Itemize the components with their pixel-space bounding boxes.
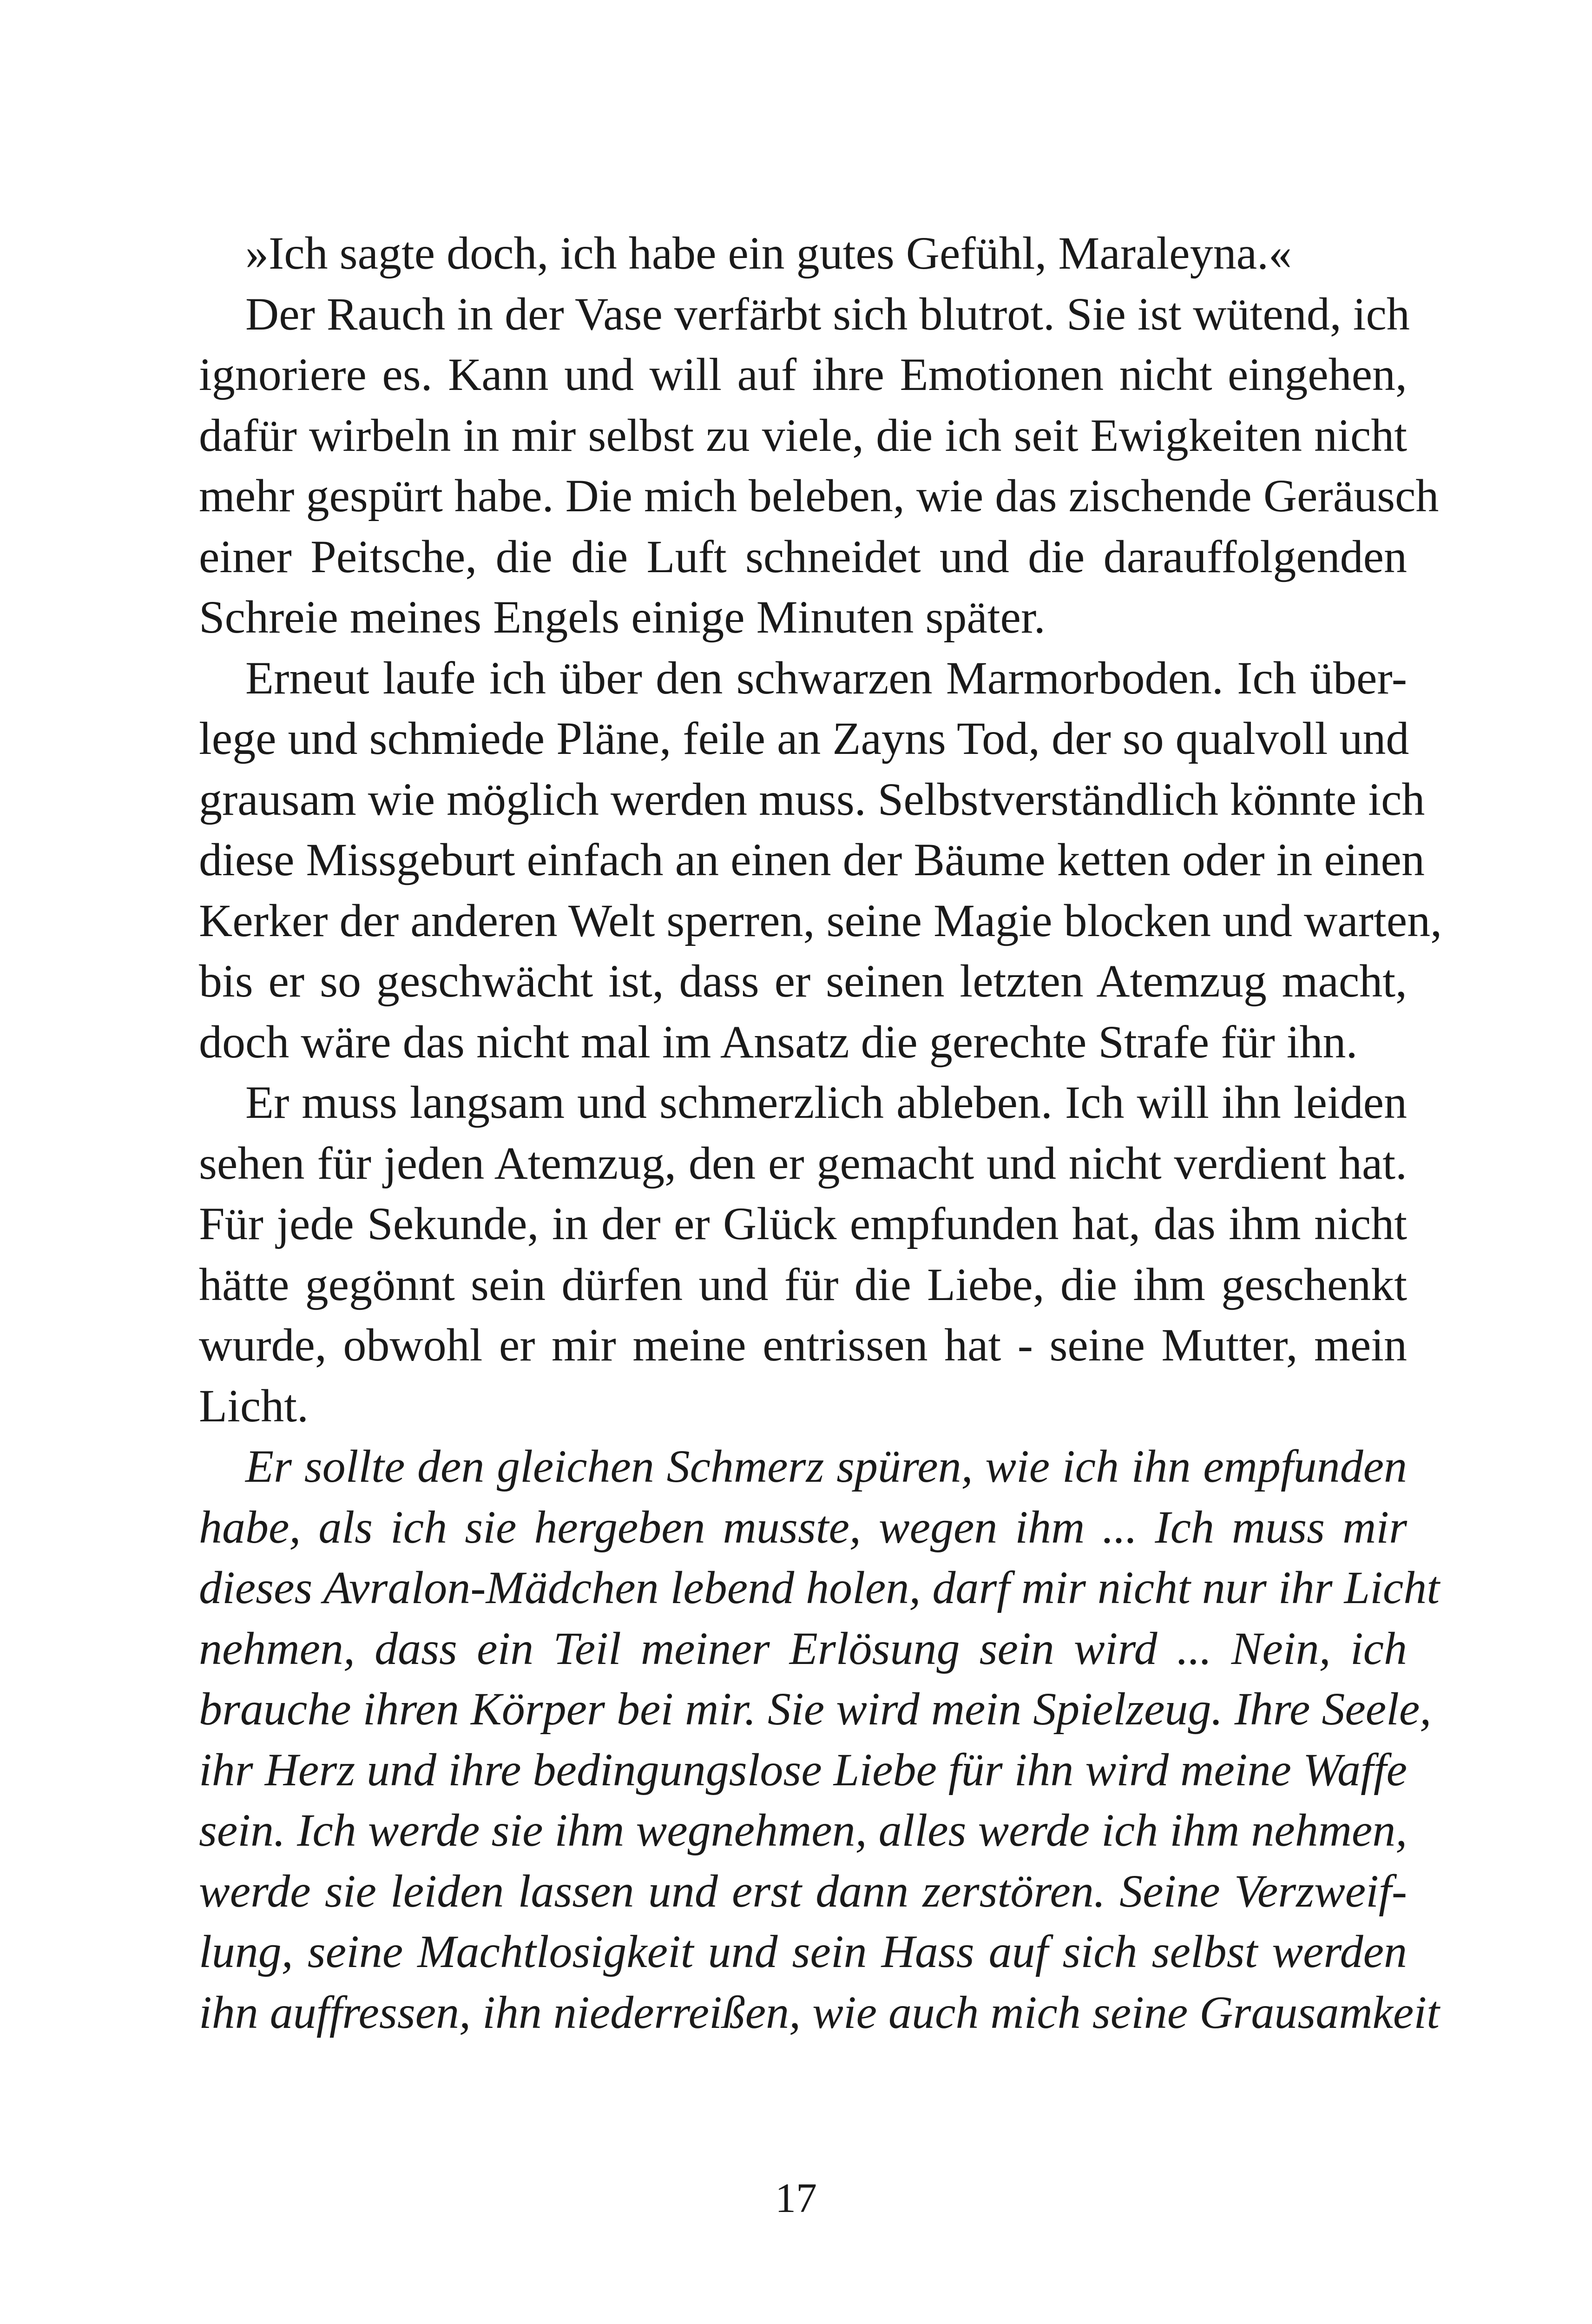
text-line: Der Rauch in der Vase verfärbt sich blutrot. Sie ist wütend, ich — [245, 288, 1410, 340]
text-line: einer Peitsche, die die Luft schneidet und die darauffolgenden — [199, 530, 1407, 582]
text-line: dieses Avralon-Mädchen lebend holen, darf mir nicht nur ihr Licht — [199, 1562, 1440, 1613]
text-line: doch wäre das nicht mal im Ansatz die gerechte Strafe für ihn. — [199, 1016, 1358, 1068]
text-line: Kerker der anderen Welt sperren, seine Magie blocken und warten, — [199, 894, 1442, 946]
text-line: Er sollte den gleichen Schmerz spüren, wie ich ihn empfunden — [245, 1440, 1407, 1492]
text-line: sehen für jeden Atemzug, den er gemacht und nicht verdient hat. — [199, 1137, 1407, 1189]
text-line: hätte gegönnt sein dürfen und für die Liebe, die ihm geschenkt — [199, 1258, 1407, 1310]
text-line: nehmen, dass ein Teil meiner Erlösung sein wird ... Nein, ich — [199, 1622, 1407, 1674]
text-line: wurde, obwohl er mir meine entrissen hat - seine Mutter, mein — [199, 1319, 1407, 1371]
text-line: sein. Ich werde sie ihm wegnehmen, alles werde ich ihm nehmen, — [199, 1804, 1408, 1856]
text-line: lung, seine Machtlosigkeit und sein Hass auf sich selbst werden — [199, 1926, 1407, 1977]
text-line: Erneut laufe ich über den schwarzen Marmorboden. Ich über- — [245, 652, 1407, 704]
text-line: ihn auffressen, ihn niederreißen, wie auch mich seine Grausamkeit — [199, 1986, 1440, 2038]
text-line: Für jede Sekunde, in der er Glück empfunden hat, das ihm nicht — [199, 1198, 1407, 1249]
text-line: Er muss langsam und schmerzlich ableben. Ich will ihn leiden — [245, 1076, 1407, 1128]
text-line: werde sie leiden lassen und erst dann zerstören. Seine Verzweif- — [199, 1865, 1407, 1917]
text-line: brauche ihren Körper bei mir. Sie wird mein Spielzeug. Ihre Seele, — [199, 1683, 1432, 1735]
text-line: mehr gespürt habe. Die mich beleben, wie das zischende Geräusch — [199, 470, 1439, 522]
text-line: ihr Herz und ihre bedingungslose Liebe für ihn wird meine Waffe — [199, 1743, 1407, 1796]
text-line: habe, als ich sie hergeben musste, wegen ihm ... Ich muss mir — [199, 1501, 1407, 1553]
page-body — [199, 223, 1442, 2043]
text-line: Licht. — [199, 1380, 309, 1432]
text-line: »Ich sagte doch, ich habe ein gutes Gefühl, Maraleyna.« — [245, 227, 1292, 279]
text-line: grausam wie möglich werden muss. Selbstverständlich könnte ich — [199, 773, 1425, 825]
text-line: dafür wirbeln in mir selbst zu viele, die ich seit Ewigkeiten nicht — [199, 409, 1407, 461]
text-line: diese Missgeburt einfach an einen der Bäume ketten oder in einen — [199, 834, 1425, 885]
text-line: Schreie meines Engels einige Minuten später. — [199, 591, 1046, 643]
text-line: bis er so geschwächt ist, dass er seinen letzten Atemzug macht, — [199, 955, 1407, 1007]
text-line: ignoriere es. Kann und will auf ihre Emotionen nicht eingehen, — [199, 349, 1407, 400]
page-number: 17 — [775, 2175, 817, 2221]
text-line: lege und schmiede Pläne, feile an Zayns Tod, der so qualvoll und — [199, 713, 1409, 764]
